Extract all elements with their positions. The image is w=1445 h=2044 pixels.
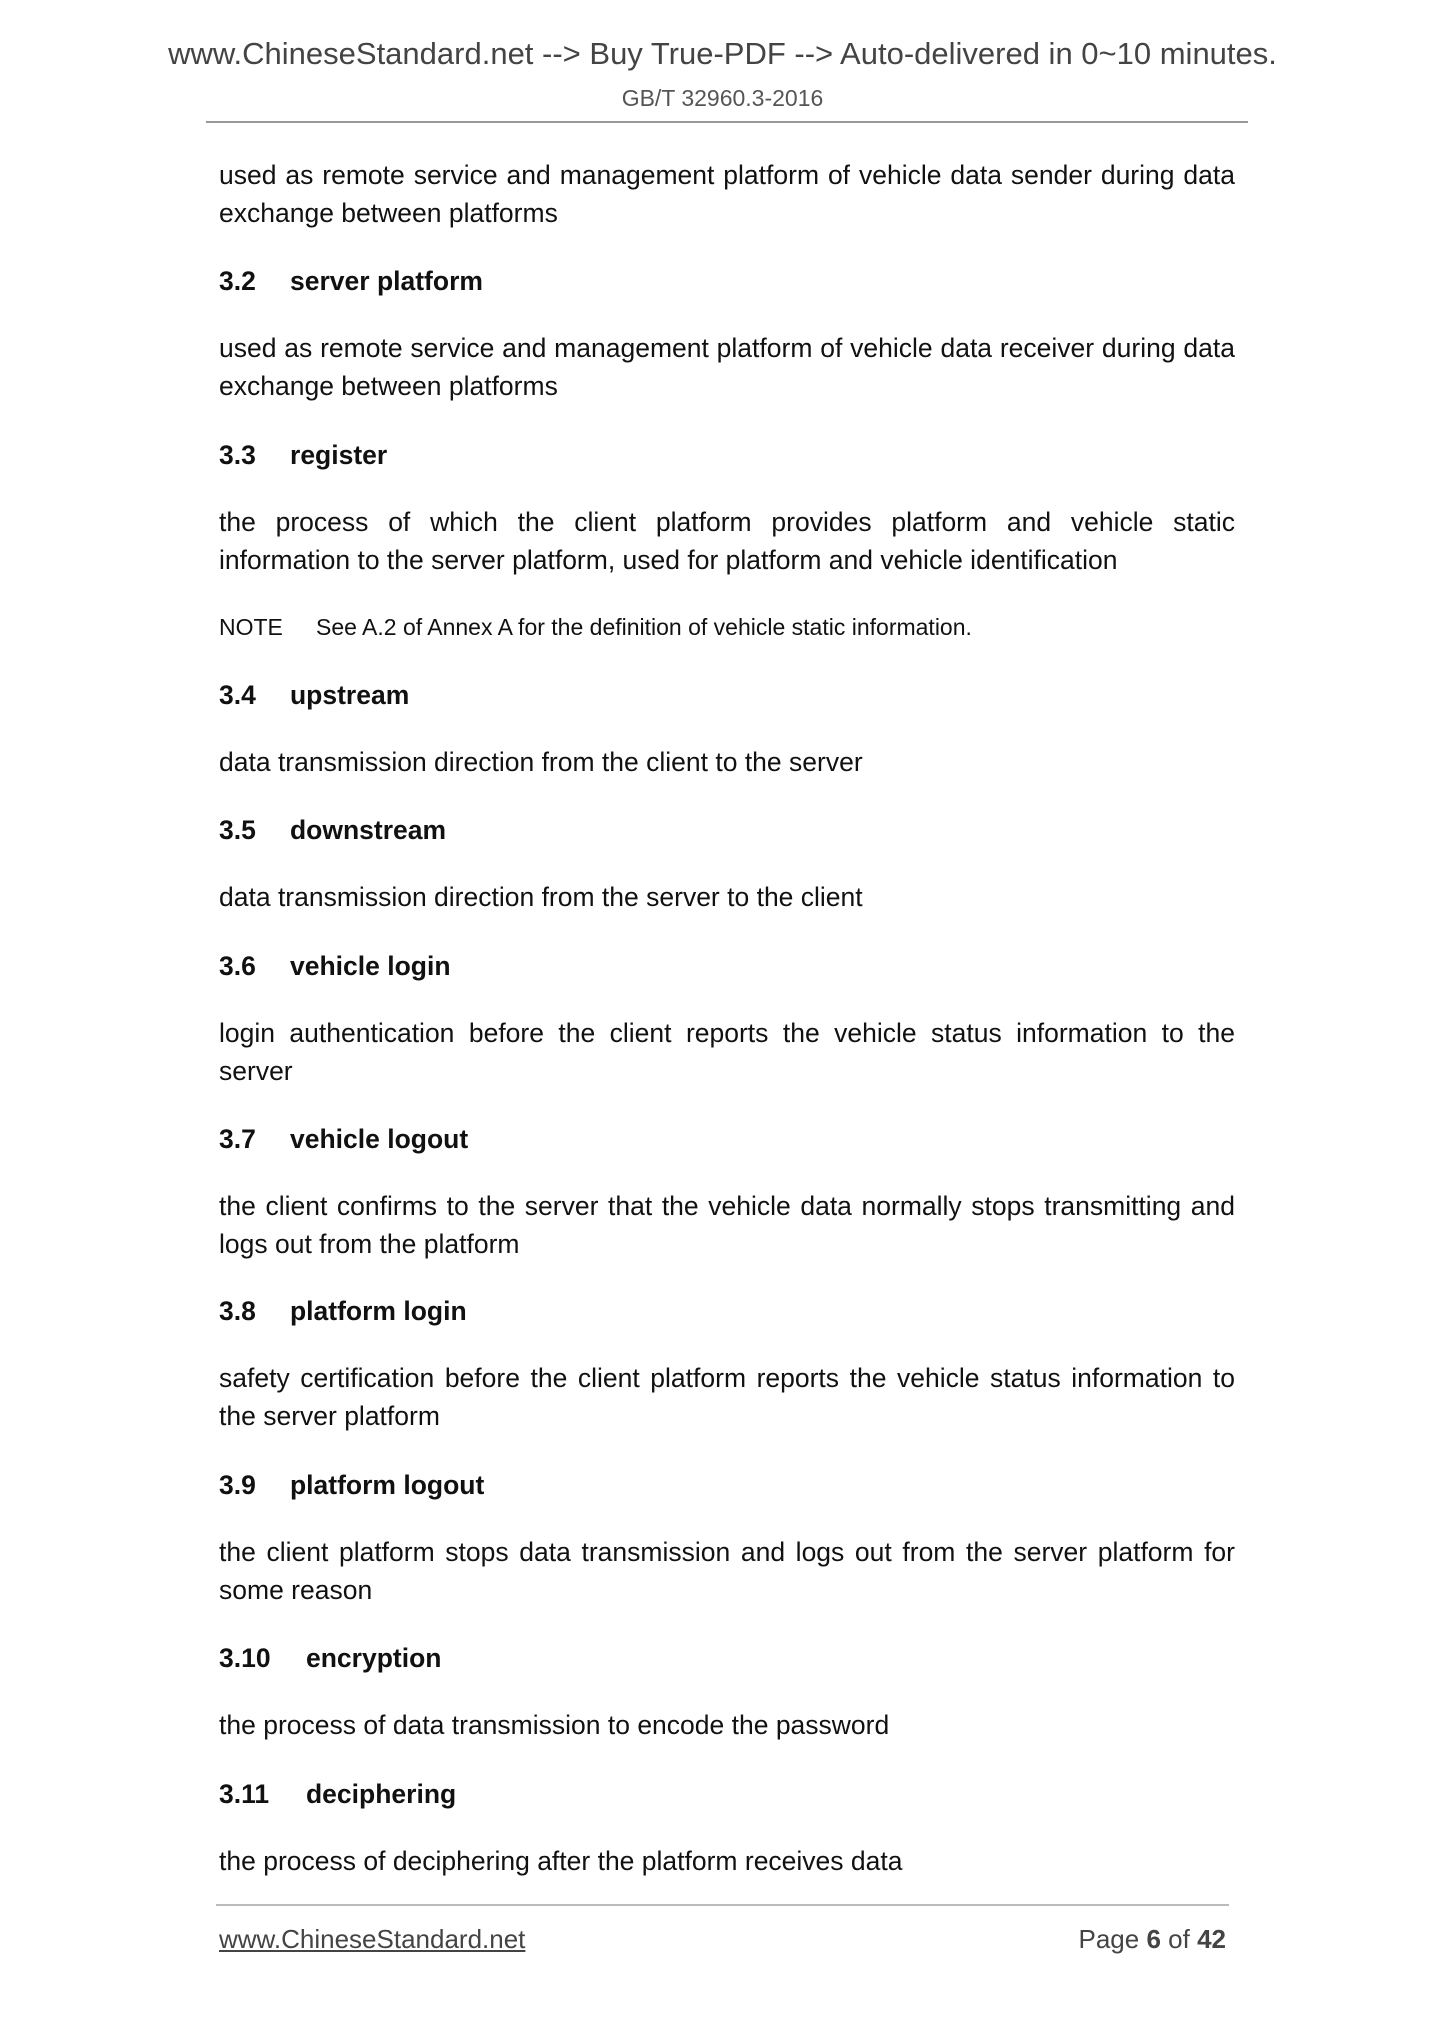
note-text: See A.2 of Annex A for the definition of vehicle static information. xyxy=(316,614,972,640)
term-definition: the process of which the client platform provides platform and vehicle static information to the server platform, used for platform and vehicle identification xyxy=(219,507,1235,575)
page-prefix: Page xyxy=(1078,1924,1140,1954)
term-number: 3.9 xyxy=(219,1470,256,1500)
term-heading xyxy=(219,947,451,985)
term-definition: the process of data transmission to encode the password xyxy=(219,1710,890,1740)
term-number: 3.10 xyxy=(219,1643,271,1673)
term-number: 3.7 xyxy=(219,1124,256,1154)
term-heading xyxy=(219,1775,456,1813)
term-heading xyxy=(219,1466,484,1504)
note-label: NOTE xyxy=(219,614,283,640)
term-title: register xyxy=(290,440,388,470)
header-divider xyxy=(206,121,1248,123)
term-title: platform login xyxy=(290,1296,467,1326)
term-number: 3.4 xyxy=(219,680,256,710)
term-number: 3.8 xyxy=(219,1296,256,1326)
term-heading xyxy=(219,436,387,474)
term-heading xyxy=(219,262,483,300)
header-banner[interactable]: www.ChineseStandard.net --> Buy True-PDF --> Auto-delivered in 0~10 minutes. xyxy=(168,36,1277,71)
footer-divider xyxy=(216,1904,1229,1906)
note xyxy=(219,608,972,646)
term-title: upstream xyxy=(290,680,410,710)
page-of: of xyxy=(1168,1924,1190,1954)
footer-site-link[interactable]: www.ChineseStandard.net xyxy=(219,1924,526,1954)
term-number: 3.6 xyxy=(219,951,256,981)
term-heading xyxy=(219,1120,468,1158)
term-definition: login authentication before the client reports the vehicle status information to the server xyxy=(219,1018,1235,1086)
term-number: 3.11 xyxy=(219,1779,270,1809)
term-title: encryption xyxy=(306,1643,442,1673)
term-heading xyxy=(219,1639,441,1677)
term-definition: data transmission direction from the server to the client xyxy=(219,882,863,912)
term-heading xyxy=(219,676,409,714)
current-page: 6 xyxy=(1146,1924,1161,1954)
term-heading xyxy=(219,811,446,849)
term-definition: the process of deciphering after the platform receives data xyxy=(219,1846,903,1876)
term-title: downstream xyxy=(290,815,447,845)
term-number: 3.3 xyxy=(219,440,256,470)
term-heading xyxy=(219,1292,467,1330)
total-pages: 42 xyxy=(1197,1924,1226,1954)
term-title: vehicle login xyxy=(290,951,451,981)
term-definition: the client platform stops data transmission and logs out from the server platform for some reason xyxy=(219,1537,1235,1605)
intro-definition: used as remote service and management platform of vehicle data sender during data exchange between platforms xyxy=(219,160,1235,228)
standard-code: GB/T 32960.3-2016 xyxy=(621,85,824,111)
term-title: platform logout xyxy=(290,1470,485,1500)
term-title: vehicle logout xyxy=(290,1124,469,1154)
term-number: 3.2 xyxy=(219,266,256,296)
term-definition: safety certification before the client platform reports the vehicle status information to the server platform xyxy=(219,1363,1235,1431)
term-title: server platform xyxy=(290,266,483,296)
term-definition: used as remote service and management platform of vehicle data receiver during data exchange between platforms xyxy=(219,333,1235,401)
term-title: deciphering xyxy=(306,1779,457,1809)
term-definition: data transmission direction from the client to the server xyxy=(219,747,863,777)
term-definition: the client confirms to the server that the vehicle data normally stops transmitting and logs out from the platform xyxy=(219,1191,1235,1259)
term-number: 3.5 xyxy=(219,815,256,845)
page-indicator xyxy=(1078,1924,1226,1955)
